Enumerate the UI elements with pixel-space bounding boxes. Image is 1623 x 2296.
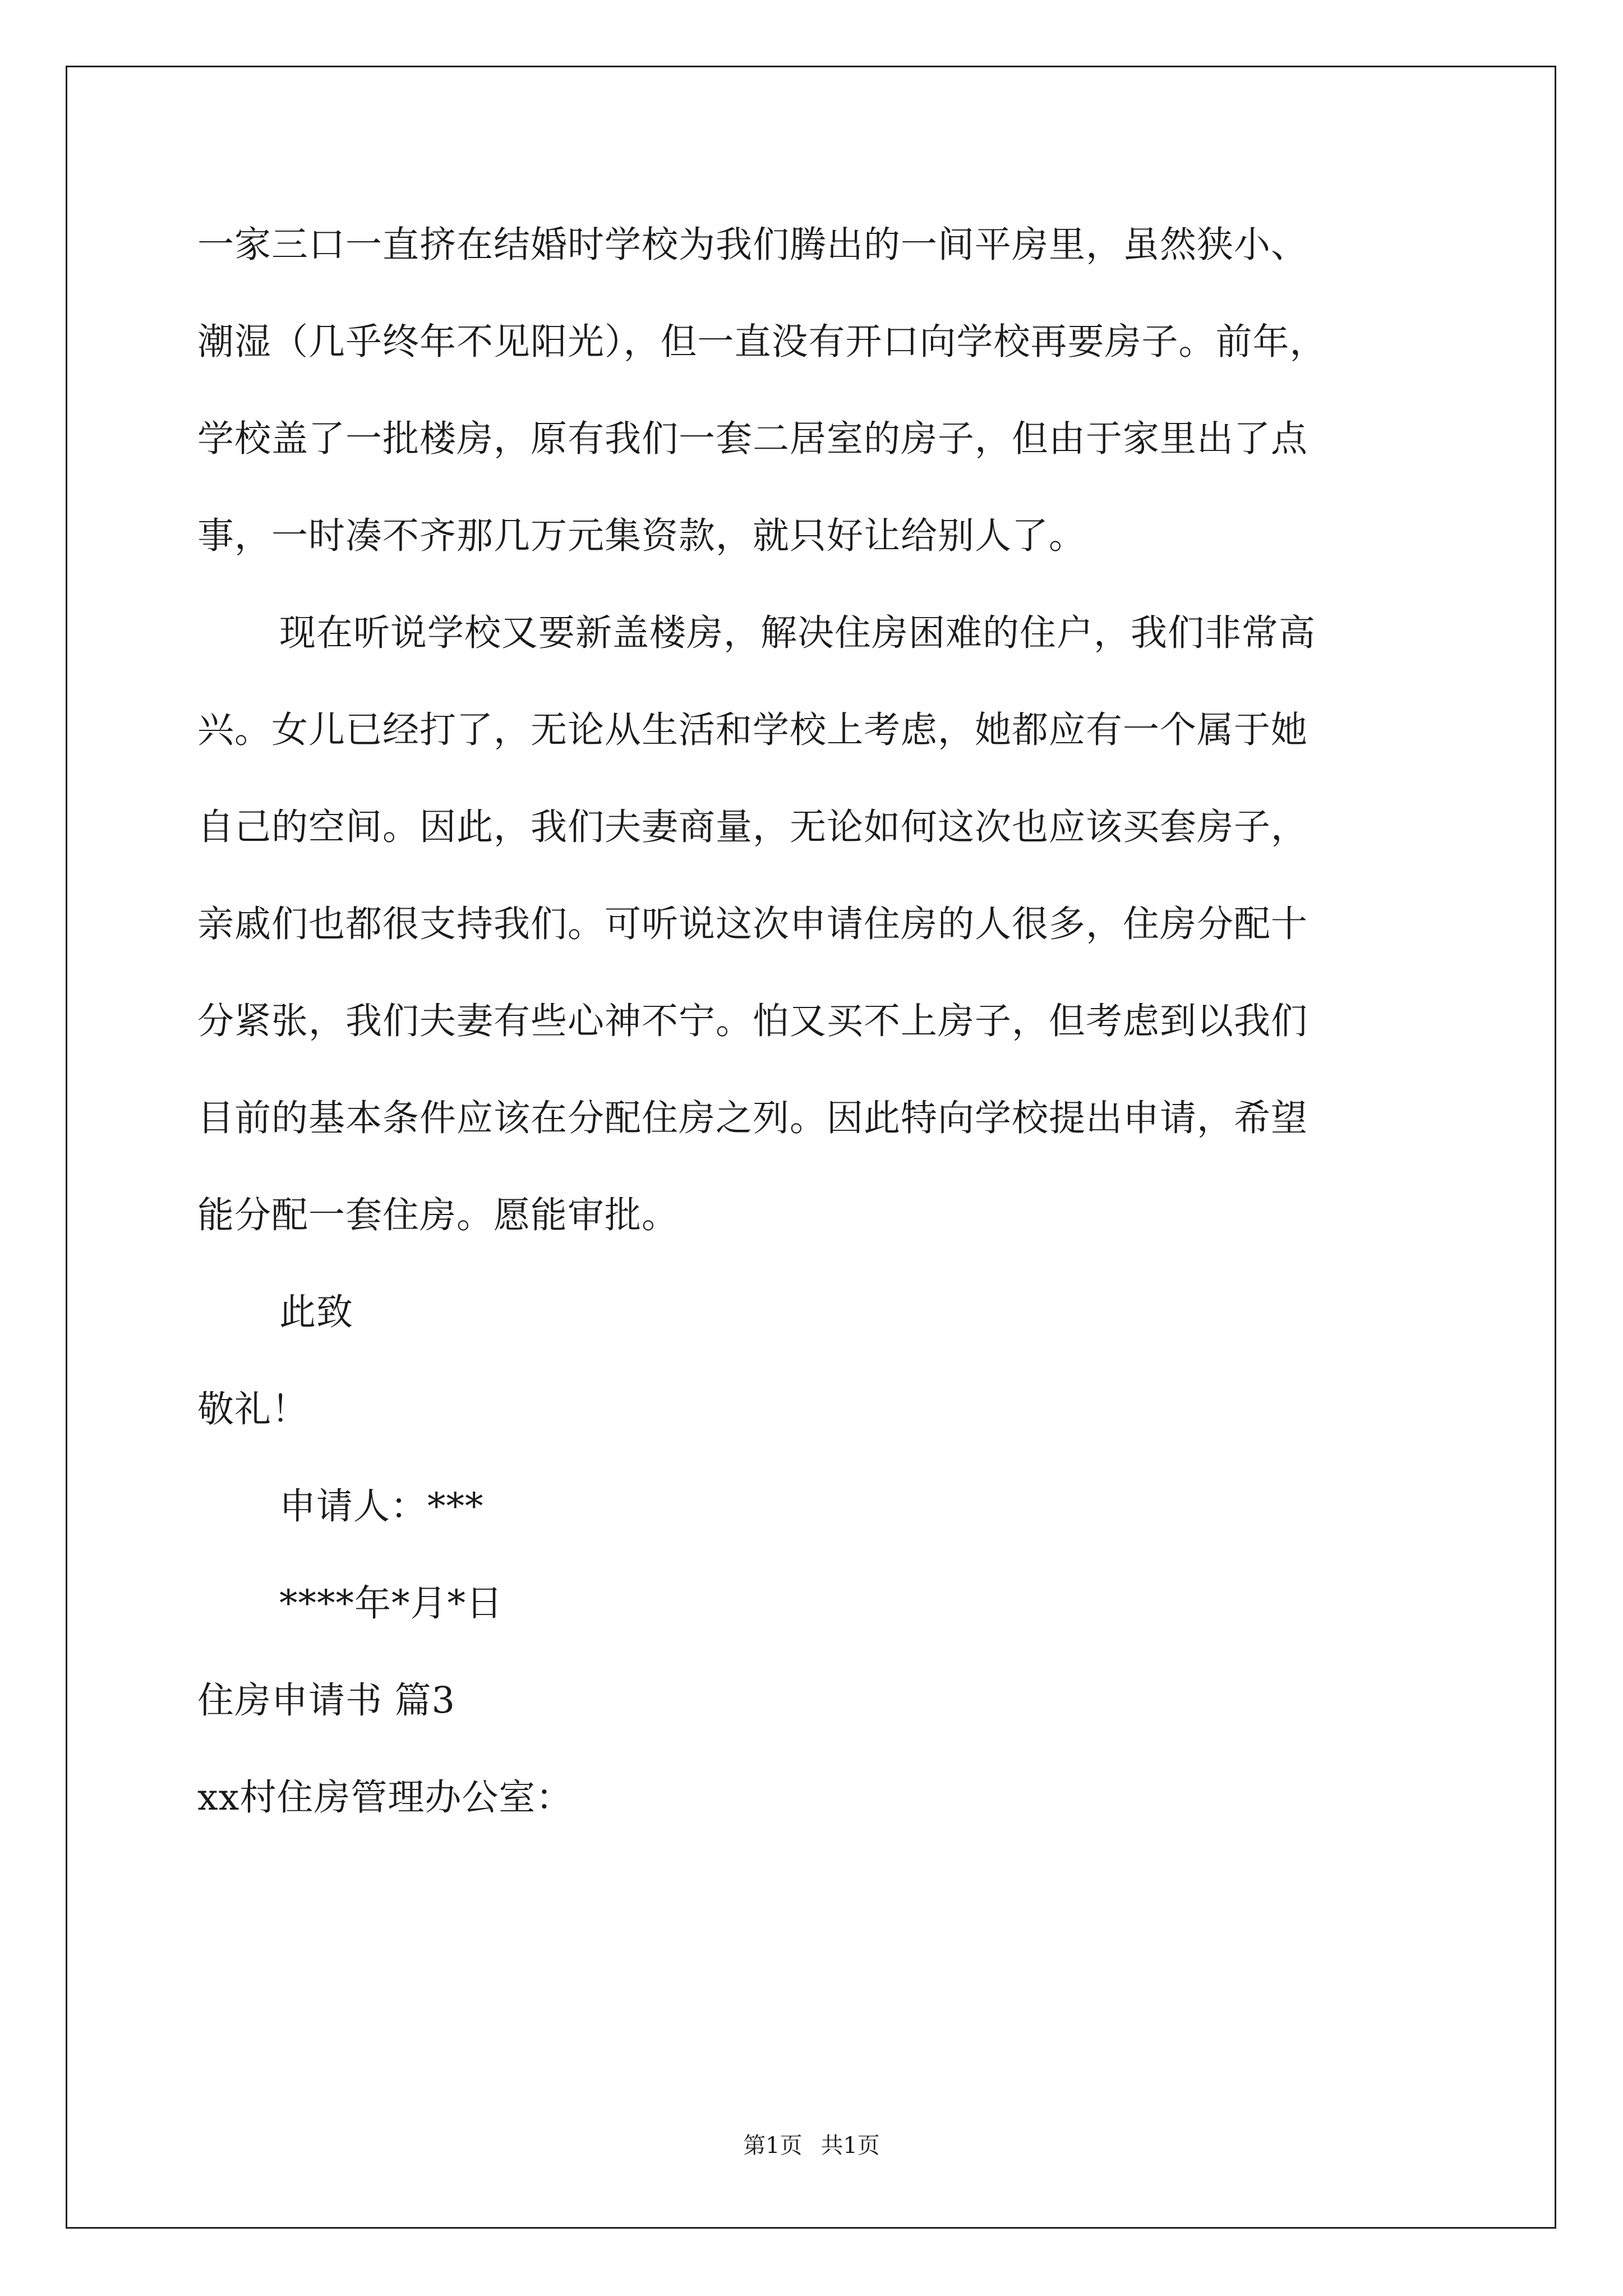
paragraph-line: 事，一时凑不齐那几万元集资款，就只好让给别人了。: [197, 515, 1086, 557]
paragraph-line: 分紧张，我们夫妻有些心神不宁。怕又买不上房子，但考虑到以我们: [197, 1000, 1308, 1042]
paragraph-line: 一家三口一直挤在结婚时学校为我们腾出的一间平房里，虽然狭小、: [197, 224, 1308, 266]
page-footer: [0, 2132, 1623, 2160]
document-body: [197, 196, 1448, 1846]
paragraph-line: 潮湿（几乎终年不见阳光），但一直没有开口向学校再要房子。前年，: [197, 321, 1327, 363]
page-number: 第1页: [743, 2133, 803, 2159]
paragraph-line: 学校盖了一批楼房，原有我们一套二居室的房子，但由于家里出了点: [197, 418, 1308, 460]
paragraph-line: 兴。女儿已经打了，无论从生活和学校上考虑，她都应有一个属于她: [197, 709, 1308, 751]
section-heading: 住房申请书 篇3: [197, 1680, 456, 1722]
closing-salutation: 此致: [279, 1291, 354, 1333]
paragraph-line: 亲戚们也都很支持我们。可听说这次申请住房的人很多，住房分配十: [197, 903, 1308, 945]
paragraph-line: 目前的基本条件应该在分配住房之列。因此特向学校提出申请，希望: [197, 1097, 1308, 1139]
page-total: 共1页: [820, 2133, 880, 2159]
recipient-line: xx村住房管理办公室：: [197, 1777, 573, 1819]
applicant-signature: 申请人：***: [279, 1485, 484, 1527]
closing-regards: 敬礼！: [197, 1388, 309, 1430]
signature-date: ****年*月*日: [279, 1582, 504, 1625]
paragraph-line: 现在听说学校又要新盖楼房，解决住房困难的住户，我们非常高: [279, 612, 1316, 654]
paragraph-line: 自己的空间。因此，我们夫妻商量，无论如何这次也应该买套房子，: [197, 806, 1308, 848]
paragraph-line: 能分配一套住房。愿能审批。: [197, 1194, 679, 1236]
